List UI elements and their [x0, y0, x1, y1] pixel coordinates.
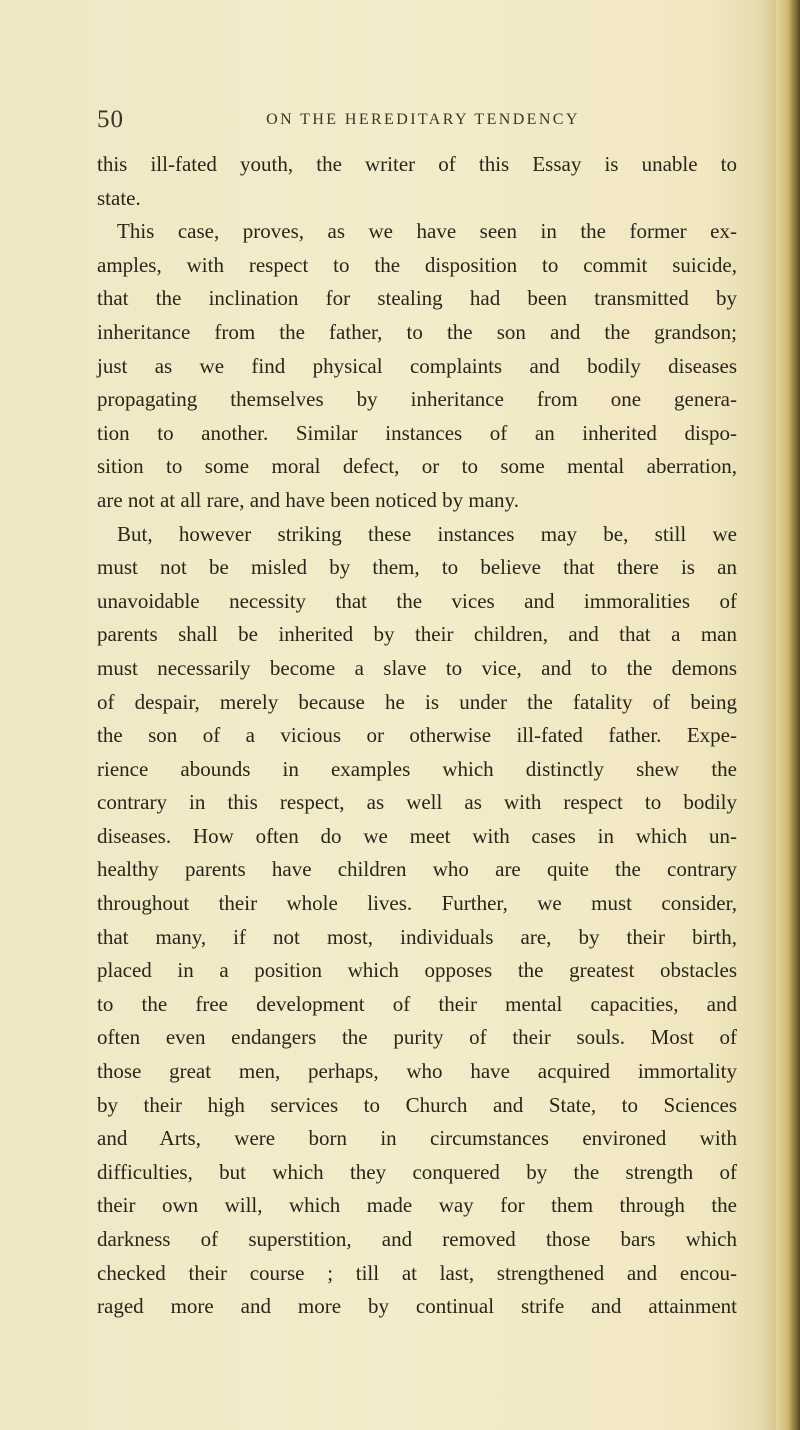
text-line: healthy parents have children who are quite the contrary [97, 857, 737, 882]
text-line: checked their course ; till at last, strengthened and encou- [97, 1260, 737, 1285]
text-line: their own will, which made way for them through the [97, 1193, 737, 1218]
text-line: unavoidable necessity that the vices and immoralities of [97, 588, 737, 613]
page-number: 50 [97, 106, 124, 133]
text-line: the son of a vicious or otherwise ill-fated father. Expe- [97, 723, 737, 748]
text-line: sition to some moral defect, or to some mental aberration, [97, 454, 737, 479]
text-line: tion to another. Similar instances of an inherited dispo- [97, 420, 737, 445]
book-binding-edge [776, 0, 800, 1430]
text-line: darkness of superstition, and removed those bars which [97, 1227, 737, 1251]
text-line: parents shall be inherited by their children, and that a man [97, 622, 737, 647]
text-line: placed in a position which opposes the greatest obstacles [97, 958, 737, 983]
page-header [97, 106, 737, 146]
text-line: But, however striking these instances may be, still we [117, 521, 737, 546]
text-line: difficulties, but which they conquered by the strength of [97, 1159, 737, 1184]
text-line: contrary in this respect, as well as with respect to bodily [97, 790, 737, 815]
text-line: of despair, merely because he is under the fatality of being [97, 689, 737, 714]
text-line: throughout their whole lives. Further, we must consider, [97, 891, 737, 916]
text-line: state. [97, 185, 141, 210]
text-line: by their high services to Church and State, to Sciences [97, 1092, 737, 1117]
text-line: are not at all rare, and have been noticed by many. [97, 487, 519, 512]
text-line: those great men, perhaps, who have acquired immortality [97, 1059, 737, 1084]
text-line: diseases. How often do we meet with cases in which un- [97, 823, 737, 848]
text-line: This case, proves, as we have seen in the former ex- [117, 219, 737, 244]
text-line: often even endangers the purity of their souls. Most of [97, 1025, 737, 1050]
text-line: raged more and more by continual strife and attainment [97, 1294, 737, 1319]
text-line: that the inclination for stealing had been transmitted by [97, 286, 737, 311]
text-line: amples, with respect to the disposition to commit suicide, [97, 252, 737, 277]
running-head: ON THE HEREDITARY TENDENCY [266, 111, 580, 128]
text-line: and Arts, were born in circumstances environed with [97, 1126, 737, 1151]
body-text [97, 148, 737, 1324]
text-line: propagating themselves by inheritance from one genera- [97, 387, 737, 412]
text-line: must not be misled by them, to believe that there is an [97, 555, 737, 580]
text-line: must necessarily become a slave to vice, and to the demons [97, 655, 737, 680]
text-line: to the free development of their mental capacities, and [97, 991, 737, 1016]
page-edge-shadow [758, 0, 776, 1430]
text-line: this ill-fated youth, the writer of this Essay is unable to [97, 152, 737, 176]
text-line: inheritance from the father, to the son and the grandson; [97, 319, 737, 344]
text-line: that many, if not most, individuals are, by their birth, [97, 924, 737, 949]
text-line: rience abounds in examples which distinctly shew the [97, 756, 737, 781]
text-line: just as we find physical complaints and bodily diseases [97, 353, 737, 378]
